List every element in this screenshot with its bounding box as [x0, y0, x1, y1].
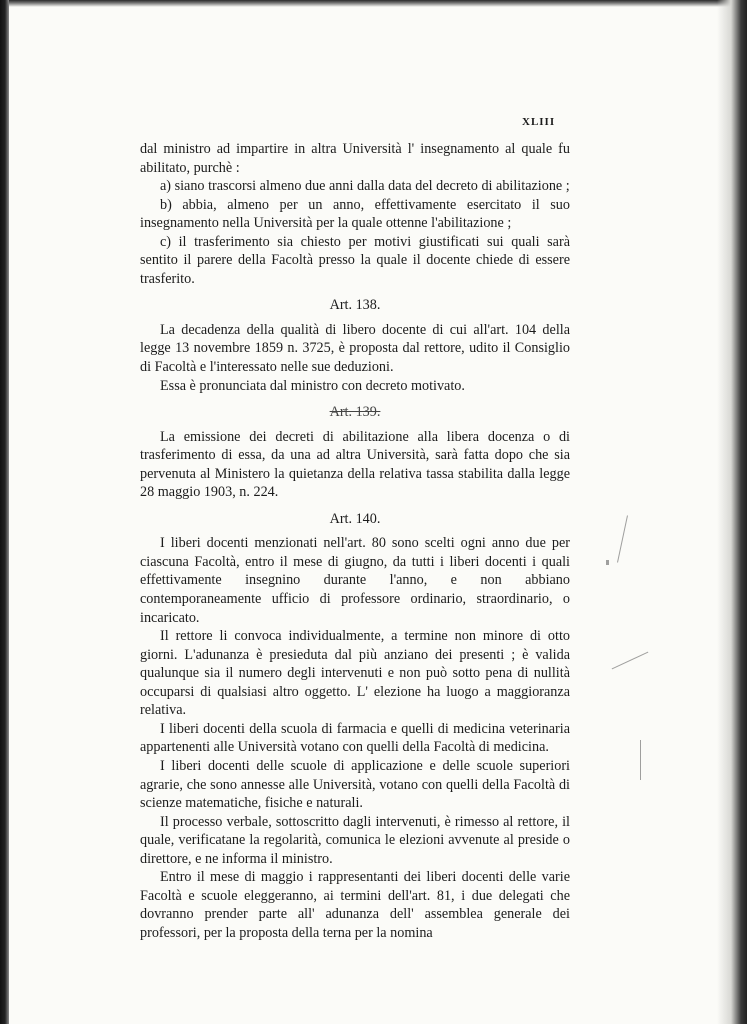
- scan-mark: [640, 740, 641, 780]
- list-item-a: a) siano trascorsi almeno due anni dalla data del decreto di abilitazione ;: [160, 178, 570, 195]
- scan-mark: [606, 560, 609, 565]
- paragraph-continuation: dal ministro ad impartire in altra Università l' insegnamento al quale fu abilitato, purchè :: [140, 141, 570, 176]
- scan-top-edge: [0, 0, 747, 7]
- paragraph: I liberi docenti della scuola di farmacia e quelli di medicina veterinaria appartenenti alle Università votano con quelli della Facoltà di medicina.: [140, 720, 570, 756]
- article-heading-140: Art. 140.: [329, 510, 381, 527]
- scan-mark: [612, 652, 649, 670]
- article-heading-138: Art. 138.: [329, 297, 381, 314]
- paragraph: Il rettore li convoca individualmente, a termine non minore di otto giorni. L'adunanza è presieduta dal più anziano dei presenti ; è valida qualunque sia il numero degli intervenuti e non può sotto pena di nullità occuparsi di qualsiasi altro oggetto. L' elezione ha luogo a maggioranza relativa.: [140, 628, 570, 719]
- page-number: XLIII: [522, 116, 556, 128]
- document-body: [140, 140, 570, 942]
- paragraph: Essa è pronunciata dal ministro con decreto motivato.: [160, 377, 465, 394]
- scan-mark: [617, 515, 628, 562]
- paragraph: La emissione dei decreti di abilitazione alla libera docenza o di trasferimento di essa, da una ad altra Università, sarà fatta dopo che sia pervenuta al Ministero la quietanza della relativa tassa stabilita dalla legge 28 maggio 1903, n. 224.: [140, 428, 570, 501]
- list-item-b: b) abbia, almeno per un anno, effettivamente esercitato il suo insegnamento nella Università per la quale ottenne l'abilitazione ;: [140, 196, 570, 232]
- paragraph: Entro il mese di maggio i rappresentanti dei liberi docenti delle varie Facoltà e scuole eleggeranno, ai termini dell'art. 81, i due delegati che dovranno prender parte all' adunanza dell' assemblea generale dei professori, per la proposta della terna per la nomina: [140, 869, 570, 941]
- paragraph: I liberi docenti delle scuole di applicazione e delle scuole superiori agrarie, che sono annesse alle Università, votano con quelli della Facoltà di scienze matematiche, fisiche e naturali.: [140, 757, 570, 812]
- paragraph: La decadenza della qualità di libero docente di cui all'art. 104 della legge 13 novembre 1859 n. 3725, è proposta dal rettore, udito il Consiglio di Facoltà e l'interessato nelle sue deduzioni.: [140, 321, 570, 376]
- list-item-c: c) il trasferimento sia chiesto per motivi giustificati sui quali sarà sentito il parere della Facoltà presso la quale il docente chiede di essere trasferito.: [140, 233, 570, 287]
- book-binding-edge: [0, 0, 9, 1024]
- article-heading-139: Art. 139.: [329, 404, 381, 421]
- paragraph: I liberi docenti menzionati nell'art. 80 sono scelti ogni anno due per ciascuna Facoltà, entro il mese di giugno, da tutti i liberi docenti i quali effettivamente insegnino durante l'anno, e non abbiano contemporaneamente ufficio di professore ordinario, straordinario, o incaricato.: [140, 535, 570, 626]
- page-right-edge-shadow: [717, 0, 747, 1024]
- paragraph: Il processo verbale, sottoscritto dagli intervenuti, è rimesso al rettore, il quale, verificatane la regolarità, comunica le elezioni avvenute al preside o direttore, e ne informa il ministro.: [140, 813, 570, 867]
